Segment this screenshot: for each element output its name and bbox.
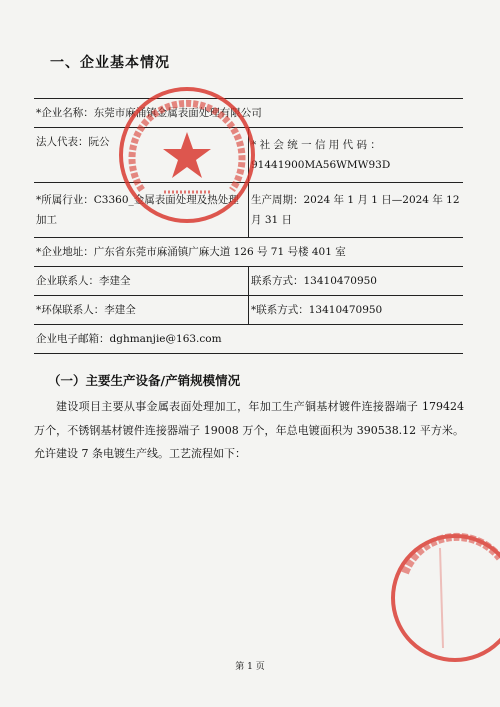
credit-code-cell [249,128,464,183]
table-row [34,128,463,183]
contact-phone-cell: 联系方式：13410470950 [249,267,464,296]
company-name-cell: *企业名称：东莞市麻涌镇金属表面处理有限公司 [34,99,463,128]
section-title: 一、企业基本情况 [50,55,170,71]
table-row [34,183,463,238]
env-contact-cell: *环保联系人：李建全 [34,296,249,325]
env-phone-cell: *联系方式：13410470950 [249,296,464,325]
company-info-table [34,98,463,354]
industry-cell: *所属行业：C3360_金属表面处理及热处理加工 [34,183,249,238]
table-row [34,238,463,267]
table-row [34,296,463,325]
contact-cell: 企业联系人：李建全 [34,267,249,296]
page-number: 第 1 页 [235,662,265,672]
credit-code-value: 91441900MA56WMW93D [251,159,391,171]
table-row [34,99,463,128]
table-row [34,267,463,296]
table-row [34,325,463,354]
company-seal-stamp-partial [385,528,500,668]
email-cell: 企业电子邮箱：dghmanjie@163.com [34,325,463,354]
subsection-title: （一）主要生产设备/产销规模情况 [48,373,241,388]
address-cell: *企业地址：广东省东莞市麻涌镇广麻大道 126 号 71 号楼 401 室 [34,238,463,267]
credit-code-label: * 社 会 统 一 信 用 代 码 ： [251,139,381,151]
legal-rep-cell: 法人代表：阮公 [34,128,249,183]
production-period-cell: 生产周期：2024 年 1 月 1 日—2024 年 12 月 31 日 [249,183,464,238]
body-paragraph: 建设项目主要从事金属表面处理加工，年加工生产铜基材镀件连接器端子 179424 万个，不锈钢基材镀件连接器端子 19008 万个，年总电镀面积为 390538.12 平方米。允许建设 7 条电镀生产线。工艺流程如下： [34,400,464,460]
